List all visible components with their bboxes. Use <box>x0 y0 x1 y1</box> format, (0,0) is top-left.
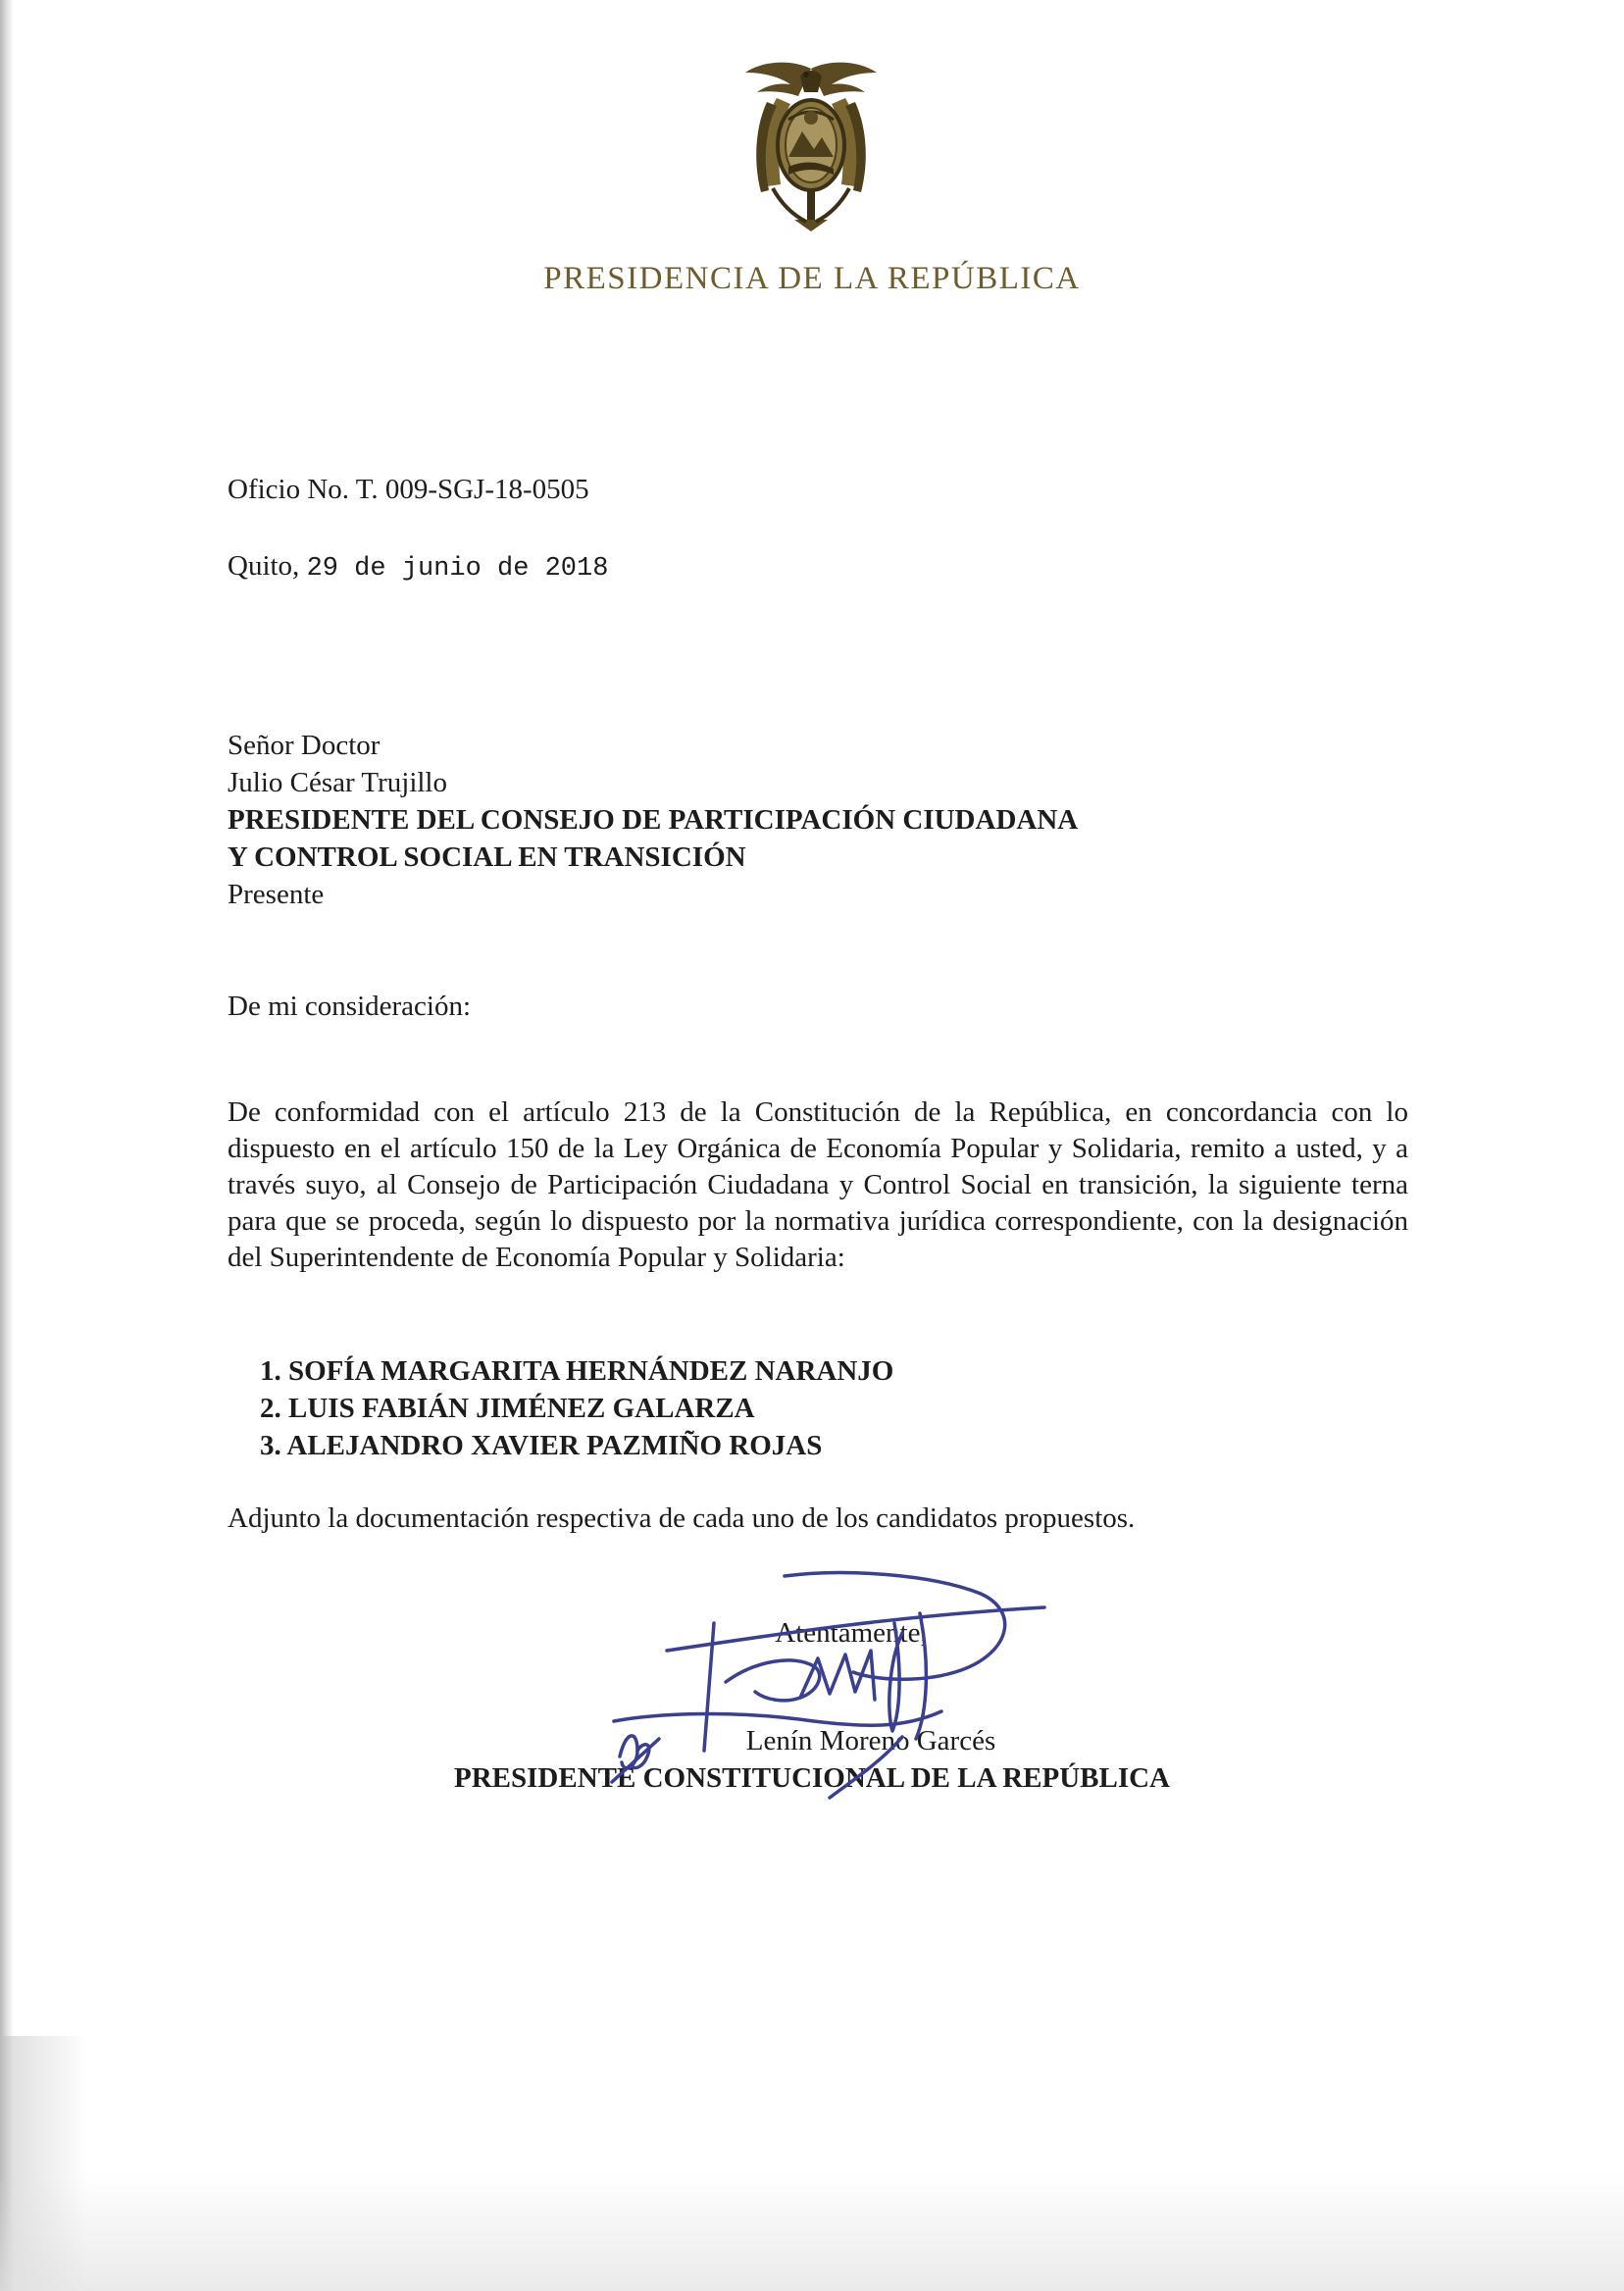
place: Quito, <box>228 550 300 582</box>
recipient-position-line2: Y CONTROL SOCIAL EN TRANSICIÓN <box>228 841 746 873</box>
candidate-item: 3. ALEJANDRO XAVIER PAZMIÑO ROJAS <box>260 1430 823 1461</box>
recipient-presente: Presente <box>228 879 325 910</box>
signer-title: PRESIDENTE CONSTITUCIONAL DE LA REPÚBLICA <box>454 1762 1170 1794</box>
candidate-list <box>260 1352 893 1464</box>
signer-name: Lenín Moreno Garcés <box>745 1725 996 1756</box>
office-number: Oficio No. T. 009-SGJ-18-0505 <box>228 474 589 505</box>
handwritten-signature-icon <box>608 1564 1059 1809</box>
recipient-position-line1: PRESIDENTE DEL CONSEJO DE PARTICIPACIÓN CIUDADANA <box>228 804 1079 836</box>
scan-edge-shadow <box>0 0 14 2291</box>
body-paragraph: De conformidad con el artículo 213 de la Constitución de la República, en concordancia con lo dispuesto en el artículo 150 de la Ley Orgánica de Economía Popular y Solidaria, remito a usted, y a través suyo, al Consejo de Participación Ciudadana y Control Social en transición, la siguiente terna para que se proceda, según lo dispuesto por la normativa jurídica correspondiente, con la designación del Superintendente de Economía Popular y Solidaria: <box>228 1096 1408 1273</box>
valediction: Atentamente, <box>775 1617 928 1649</box>
date: 29 de junio de 2018 <box>306 554 609 584</box>
date-line <box>228 547 608 587</box>
recipient-title: Señor Doctor <box>228 730 381 761</box>
candidate-item: 2. LUIS FABIÁN JIMÉNEZ GALARZA <box>260 1393 755 1424</box>
attachment-note: Adjunto la documentación respectiva de cada uno de los candidatos propuestos. <box>228 1502 1136 1534</box>
scan-bottom-shadow <box>0 2173 1624 2291</box>
candidate-item: 1. SOFÍA MARGARITA HERNÁNDEZ NARANJO <box>260 1355 894 1387</box>
ecuador-coat-of-arms-icon <box>737 59 885 235</box>
greeting: De mi consideración: <box>228 991 472 1022</box>
recipient-name: Julio César Trujillo <box>228 767 447 798</box>
letterhead-title: PRESIDENCIA DE LA REPÚBLICA <box>543 261 1081 296</box>
